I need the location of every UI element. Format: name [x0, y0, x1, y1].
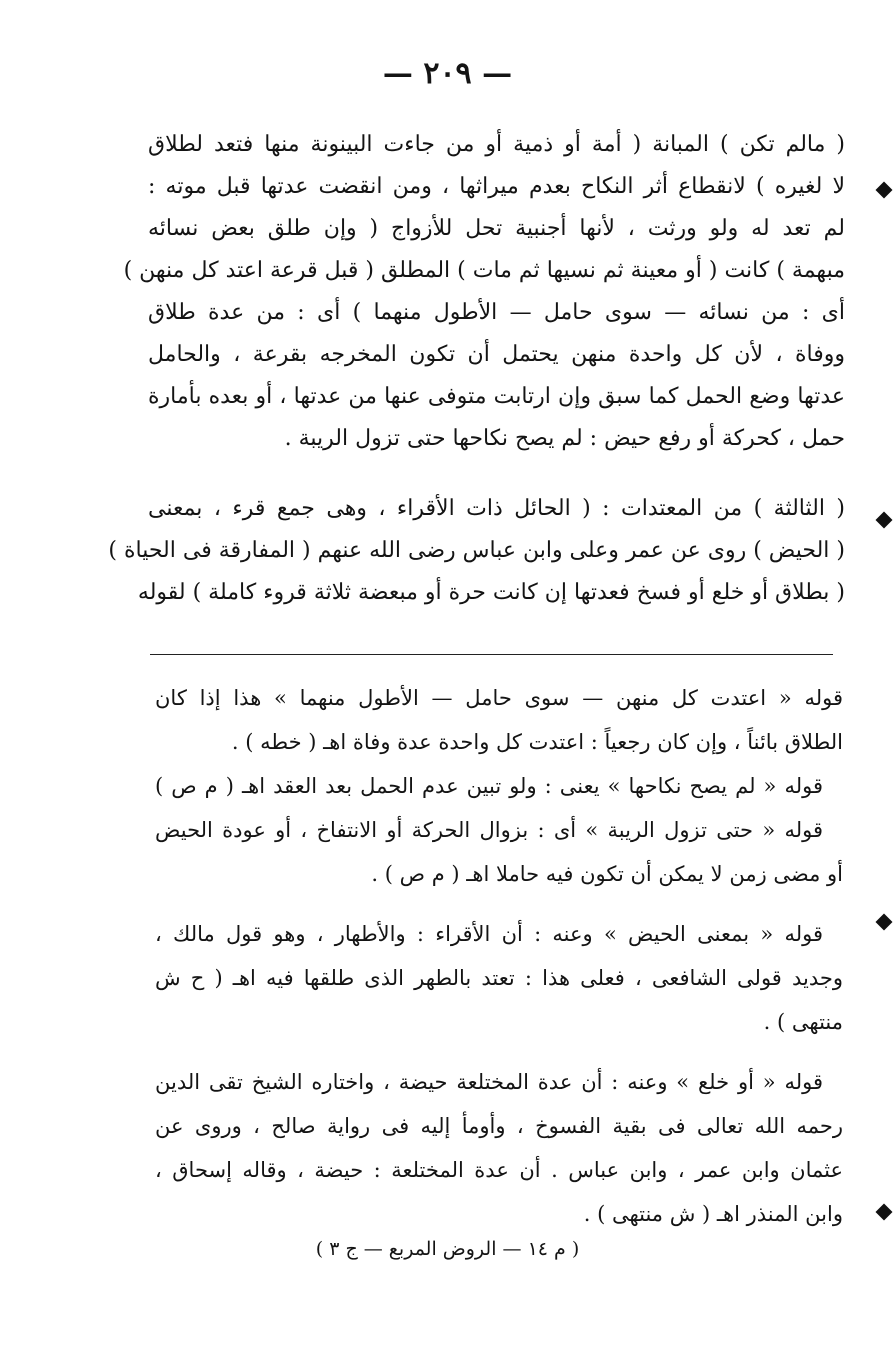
margin-mark — [876, 914, 893, 931]
main-text-line: ( الثالثة ) من المعتدات : ( الحائل ذات الأقراء ، وهى جمع قرء ، بمعنى — [148, 496, 845, 521]
footnotes — [155, 676, 843, 1236]
footnote-line: رحمه الله تعالى فى بقية الفسوخ ، وأومأ إليه فى رواية صالح ، وروى عن — [155, 1114, 843, 1138]
main-text-line: ( مالم تكن ) المبانة ( أمة أو ذمية أو من جاءت البينونة منها فتعد لطلاق — [148, 132, 845, 157]
main-text-line: ووفاة ، لأن كل واحدة منهن يحتمل أن تكون المخرجه بقرعة ، والحامل — [148, 342, 845, 367]
footnote-line: وجديد قولى الشافعى ، فعلى هذا : تعتد بالطهر الذى طلقها فيه اهـ ( ح ش — [155, 966, 843, 990]
main-text — [108, 124, 845, 614]
footnote-line: أو مضى زمن لا يمكن أن تكون فيه حاملا اهـ ( م ص ) . — [371, 862, 843, 886]
margin-mark — [876, 1204, 893, 1221]
footnote-line: قوله « بمعنى الحيض » وعنه : أن الأقراء : والأطهار ، وهو قول مالك ، — [155, 922, 823, 946]
footnote-line: قوله « حتى تزول الريبة » أى : بزوال الحركة أو الانتفاخ ، أو عودة الحيض — [155, 818, 823, 842]
main-text-line: حمل ، كحركة أو رفع حيض : لم يصح نكاحها حتى تزول الريبة . — [284, 426, 845, 451]
main-text-line: مبهمة ) كانت ( أو معينة ثم نسيها ثم مات ) المطلق ( قبل قرعة اعتد كل منهن ) — [123, 258, 845, 283]
main-text-line: لم تعد له ولو ورثت ، لأنها أجنبية تحل للأزواج ( وإن طلق بعض نسائه — [148, 216, 845, 241]
margin-mark — [876, 182, 893, 199]
page-footer: ( م ١٤ — الروض المربع — ج ٣ ) — [315, 1238, 580, 1260]
footnote-line: عثمان وابن عمر ، وابن عباس . أن عدة المختلعة : حيضة ، وقاله إسحاق ، — [155, 1158, 843, 1182]
footnote-line: الطلاق بائناً ، وإن كان رجعياً : اعتدت كل واحدة عدة وفاة اهـ ( خطه ) . — [231, 730, 843, 754]
paragraph-gap — [155, 896, 843, 912]
main-text-line: عدتها وضع الحمل كما سبق وإن ارتابت متوفى عنها من عدتها ، أو بعده بأمارة — [148, 384, 845, 409]
main-text-line: لا لغيره ) لانقطاع أثر النكاح بعدم ميراثها ، ومن انقضت عدتها قبل موته : — [148, 174, 845, 199]
footnote-line: منتهى ) . — [763, 1010, 843, 1034]
footnote-line: قوله « لم يصح نكاحها » يعنى : ولو تبين عدم الحمل بعد العقد اهـ ( م ص ) — [155, 774, 823, 798]
paragraph-gap — [155, 1044, 843, 1060]
main-text-line: ( الحيض ) روى عن عمر وعلى وابن عباس رضى الله عنهم ( المفارقة فى الحياة ) — [108, 538, 845, 563]
margin-mark — [876, 512, 893, 529]
footnote-line: قوله « اعتدت كل منهن — سوى حامل — الأطول منهما » هذا إذا كان — [155, 686, 843, 710]
footnote-divider — [150, 654, 833, 655]
page-number: — ٢٠٩ — — [382, 56, 513, 91]
main-text-line: أى : من نسائه — سوى حامل — الأطول منهما ) أى : من عدة طلاق — [148, 300, 845, 325]
footnote-line: قوله « أو خلع » وعنه : أن عدة المختلعة حيضة ، واختاره الشيخ تقى الدين — [155, 1070, 823, 1094]
main-text-line: ( بطلاق أو خلع أو فسخ فعدتها إن كانت حرة أو مبعضة ثلاثة قروء كاملة ) لقوله — [137, 580, 845, 605]
footnote-line: وابن المنذر اهـ ( ش منتهى ) . — [583, 1202, 843, 1226]
